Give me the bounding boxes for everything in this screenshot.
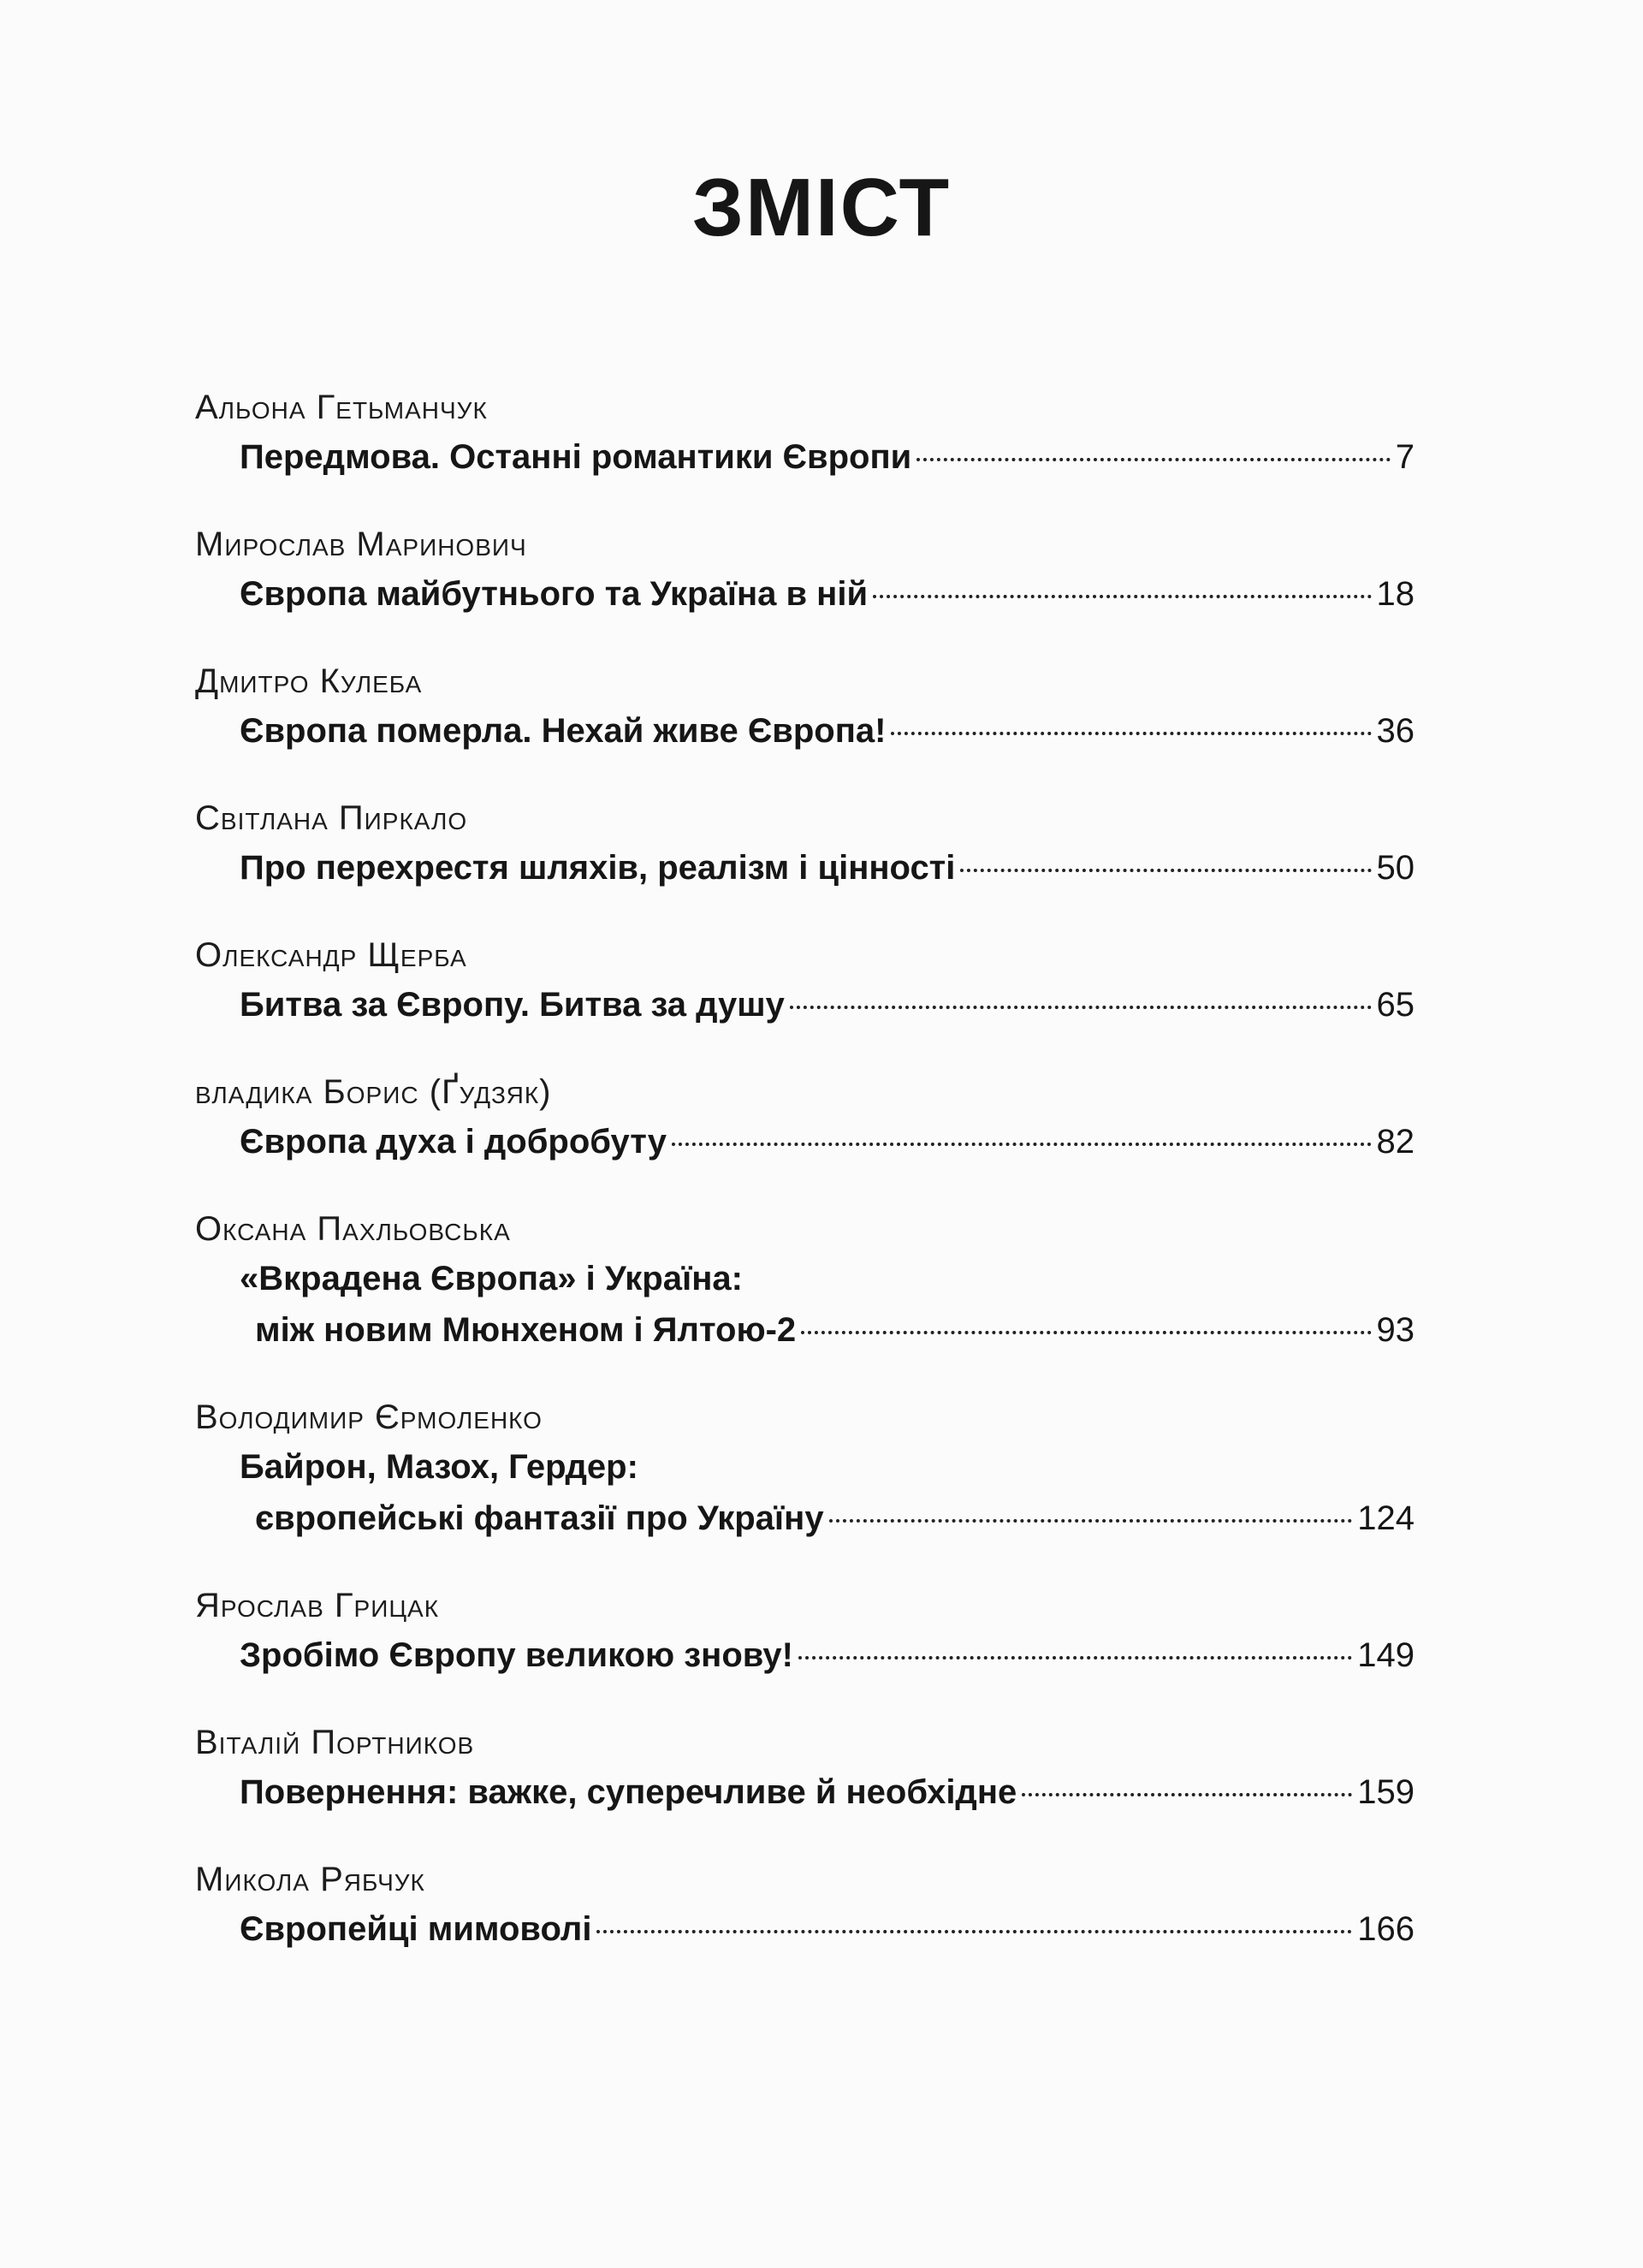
page-title: ЗМІСТ [691,162,952,253]
toc-title-continuation: між новим Мюнхеном і Ялтою-2 [255,1311,797,1349]
dot-leader [916,458,1391,461]
toc-page-number: 166 [1357,1910,1415,1948]
toc-entry [195,1582,1415,1681]
toc-title: Повернення: важке, суперечливе й необхідне [240,1773,1017,1811]
toc-entry [195,931,1415,1030]
toc-title: Зробімо Європу великою знову! [240,1636,793,1674]
toc-title-line[interactable] [195,705,1415,757]
toc-page-number: 93 [1376,1311,1415,1349]
toc-author: владика Борис (Ґудзяк) [195,1073,552,1111]
toc-page-number: 7 [1395,438,1415,476]
table-of-contents [195,383,1415,1992]
dot-leader [891,732,1371,735]
toc-title: «Вкрадена Європа» і Україна: [240,1260,743,1297]
toc-title-line[interactable] [195,1116,1415,1167]
toc-author: Дмитро Кулеба [195,662,423,700]
toc-page-number: 65 [1376,986,1415,1024]
dot-leader [672,1143,1371,1146]
toc-title: Передмова. Останні романтики Європи [240,438,912,476]
dot-leader [873,595,1371,598]
toc-page-number: 36 [1376,712,1415,750]
toc-page-number: 18 [1376,575,1415,613]
toc-entry [195,1068,1415,1167]
toc-entry [195,657,1415,757]
toc-page-number: 124 [1357,1499,1415,1537]
toc-title: Європейці мимоволі [240,1910,592,1948]
toc-entry [195,1205,1415,1356]
toc-title-line[interactable] [195,1630,1415,1681]
toc-title: Європа померла. Нехай живе Європа! [240,712,887,750]
toc-title-line[interactable] [195,1304,1415,1356]
toc-title-line[interactable] [195,979,1415,1030]
toc-title-line[interactable] [195,431,1415,483]
toc-entry [195,794,1415,894]
toc-author: Володимир Єрмоленко [195,1398,543,1436]
dot-leader [801,1331,1371,1334]
toc-entry [195,1393,1415,1544]
toc-page-number: 82 [1376,1123,1415,1161]
toc-title-line[interactable] [195,1903,1415,1955]
dot-leader [790,1006,1372,1009]
toc-title-line[interactable] [195,1253,1415,1304]
toc-page-number: 159 [1357,1773,1415,1811]
toc-page-number: 149 [1357,1636,1415,1674]
toc-title: Європа майбутнього та Україна в ній [240,575,869,613]
toc-title: Битва за Європу. Битва за душу [240,986,785,1024]
toc-author: Оксана Пахльовська [195,1210,511,1248]
toc-title: Про перехрестя шляхів, реалізм і цінності [240,849,956,887]
toc-title-continuation: європейські фантазії про Україну [255,1499,824,1537]
toc-author: Олександр Щерба [195,936,467,974]
dot-leader [1022,1793,1352,1796]
dot-leader [798,1656,1352,1659]
dot-leader [960,869,1371,872]
toc-page-number: 50 [1376,849,1415,887]
toc-entry [195,520,1415,620]
toc-title-line[interactable] [195,568,1415,620]
toc-title-line[interactable] [195,1766,1415,1818]
toc-entry [195,383,1415,483]
toc-title-line[interactable] [195,842,1415,894]
toc-author: Микола Рябчук [195,1861,425,1898]
toc-title-line[interactable] [195,1441,1415,1493]
dot-leader [829,1519,1353,1523]
toc-author: Світлана Пиркало [195,799,468,837]
toc-author: Ярослав Грицак [195,1587,440,1624]
toc-entry [195,1855,1415,1955]
toc-title-line[interactable] [195,1493,1415,1544]
dot-leader [596,1930,1352,1933]
toc-title: Європа духа і добробуту [240,1123,667,1161]
toc-entry [195,1719,1415,1818]
toc-author: Віталій Портников [195,1724,475,1761]
toc-author: Мирослав Маринович [195,525,527,563]
toc-title: Байрон, Мазох, Гердер: [240,1448,638,1486]
toc-author: Альона Гетьманчук [195,389,488,426]
